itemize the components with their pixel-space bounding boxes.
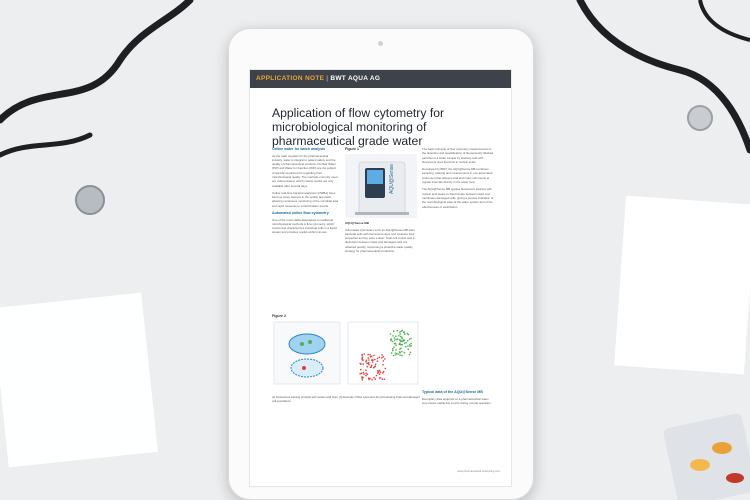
damaged-cell-point [363,373,365,375]
damaged-cell-point [372,361,374,363]
damaged-cell-point [361,355,363,357]
damaged-cell-point [373,355,375,357]
damaged-cell-point [373,367,375,369]
intact-cell-point [408,334,410,336]
damaged-cell-point [379,370,381,372]
intact-cell-point [407,349,409,351]
damaged-cell-point [360,369,362,371]
intact-cell-point [410,345,412,347]
column-1 [272,147,339,238]
figure-1-caption: AQU@Sense MB [345,220,369,225]
column-1-paragraph-2: Online real-time bacteria analyzers (OWBA) have become a key element in the quality approach, allowing continuous monitoring of the microbial load and rapid response to contamination events. [272,190,339,208]
damaged-cell-point [368,359,370,361]
figure-1-label: Figure 1 [345,147,359,151]
damaged-cell-point [369,354,371,356]
damaged-cell-point [384,378,386,380]
damaged-cell-point [365,372,367,374]
intact-cell-point [392,350,394,352]
intact-cell-point [399,339,401,341]
damaged-cell-point [365,375,367,377]
pill-blister-icon [663,413,750,500]
column-3-heading: Typical data of the AQU@Sense MB [422,390,483,394]
intact-cell-point [399,333,401,335]
damaged-cell-point [364,353,366,355]
intact-cell-point [401,355,403,357]
damaged-cell-point [367,354,369,356]
damaged-cell-point [368,362,370,364]
damaged-cell-point [380,372,382,374]
damaged-cell-point [371,359,373,361]
intact-cell-point [401,351,403,353]
intact-cell-point [390,333,392,335]
stethoscope-left-icon [0,0,190,120]
column-3-paragraph-3: The AQU@Sense MB applies fluorescent staining with nucleic acid stains to discriminate between intact and membrane-damaged cells, giving a precise indication of the microbiological state of the water system and of the effectiveness of sanitization. [422,187,494,209]
intact-cell-point [394,339,396,341]
camera-icon [378,41,383,46]
damaged-cell-point [363,372,365,374]
damaged-cell-point [368,379,370,381]
intact-cell-point [399,354,401,356]
tablet-screen [250,70,511,486]
intact-cell-point [395,338,397,340]
column-3-paragraph-4: Exemplary data acquired on a pharmaceutical water loop shows stable low counts during normal operation. [422,396,492,405]
instrument-photo [345,154,417,218]
damaged-cell-point [382,378,384,380]
damaged-cell-point [375,365,377,367]
intact-cell-point [404,333,406,335]
column-1-paragraph-3: One of the most viable alternatives to traditional microbiological methods is flow cytometry, which counts and characterizes individual cells in a liquid stream and provides results within minutes. [272,217,337,235]
intact-cell-point [400,348,402,350]
figure-2-graphic [272,320,422,386]
damaged-cell-point [366,360,368,362]
figure-2-label: Figure 2 [272,314,286,318]
damaged-cell-point [368,357,370,359]
intact-cell-point [410,338,412,340]
intact-cell-point [391,352,393,354]
header-separator: | [326,75,329,82]
intact-cell-point [399,331,401,333]
damaged-cell-point [382,372,384,374]
damaged-cell-point [379,377,381,379]
intact-cell-point [395,343,397,345]
intact-cell-point [410,343,412,345]
damaged-cell-point [383,356,385,358]
damaged-cell-point [361,373,363,375]
damaged-cell-point [362,357,364,359]
damaged-cell-point [359,373,361,375]
damaged-cell-point [379,374,381,376]
intact-cell-point [403,331,405,333]
column-3-paragraph-2: Developed by BWT, the AQU@Sense MB combines sampling, staining and measurement in one automated instrument that delivers total and intact cell counts at regular intervals directly in the water loop. [422,167,493,185]
column-2 [345,147,417,256]
damaged-cell-point [371,379,373,381]
figure-2-caption: (a) Fluorescent staining principle with nucleic acid dyes; (b) Example of flow cytometric dot plot showing intact and damaged cell populations. [272,396,420,403]
column-1-heading-2: Automated online flow cytometry [272,211,329,216]
intact-cell-point [392,348,394,350]
intact-cell-point [410,352,412,354]
damaged-cell-point [382,364,384,366]
intact-cell-point [395,344,397,346]
damaged-cell-point [379,357,381,359]
column-3-paragraph-1: The basic principle of flow cytometry measurements is the detection and quantification of fluorescently labelled particles in a water sample by staining cells with fluorescent dyes that bind to nucleic acids. [422,147,494,164]
intact-cell-point [398,335,400,337]
stethoscope-right-icon [580,0,750,150]
page-footer-url: www.pharmaceutical-networking.com [457,470,500,473]
intact-cell-point [393,337,395,339]
damaged-cell-point [366,363,368,365]
intact-cell-point [399,344,401,346]
intact-cell-point [405,342,407,344]
column-1-paragraph-1: As the main supplies for the pharmaceutical industry, water is integral to patient safety and the quality of pharmaceutical products. Purified Water (PW) and Water for Injection (WFI) are the subject of specific requirements regarding their microbiological quality. The methods currently used are culture-based, which means results are only available after several days. [272,153,338,188]
intact-cell-point [395,335,397,337]
article-header-bar [250,70,511,88]
column-3-lower [422,390,494,408]
intact-cell-point [404,342,406,344]
damaged-cell-point [381,357,383,359]
damaged-cell-point [377,361,379,363]
damaged-cell-point [371,355,373,357]
header-label [256,70,380,88]
intact-cell-point [392,341,394,343]
damaged-cell-point [373,377,375,379]
intact-cell-point [401,344,403,346]
intact-cell-point [409,338,411,340]
column-1-heading-1: Online water for batch analysis [272,147,326,151]
company-name: BWT AQUA AG [330,75,381,82]
intact-cell-point [409,354,411,356]
damaged-cell-point [360,363,362,365]
damaged-cell-point [374,359,376,361]
instrument-illustration [345,154,417,218]
intact-cell-point [405,346,407,348]
damaged-cell-point [361,359,363,361]
damaged-cell-point [384,358,386,360]
intact-cell-point [407,340,409,342]
damaged-cell-point [362,363,364,365]
intact-cell-point [393,330,395,332]
section-label: APPLICATION NOTE [256,75,325,82]
intact-cell-point [392,335,394,337]
damaged-cell-point [371,365,373,367]
damaged-cell-point [365,361,367,363]
intact-cell-point [390,338,392,340]
damaged-cell-point [378,371,380,373]
intact-cell-point [396,353,398,355]
column-3 [422,147,494,209]
intact-cell-point [397,330,399,332]
intact-cell-point [407,345,409,347]
intact-cell-point [393,355,395,357]
intact-cell-point [395,352,397,354]
damaged-cell-point [365,370,367,372]
intact-cell-point [403,339,405,341]
damaged-cell-point [362,379,364,381]
intact-cell-point [393,346,395,348]
damaged-cell-point [362,377,364,379]
figure-2 [272,314,494,384]
svg-text:AQU@Sense: AQU@Sense [389,163,395,194]
damaged-cell-point [381,354,383,356]
intact-cell-point [400,341,402,343]
damaged-cell-point [376,375,378,377]
intact-cell-point [401,337,403,339]
damaged-cell-point [375,364,377,366]
intact-cell-point [397,338,399,340]
damaged-cell-point [368,364,370,366]
damaged-cell-point [370,367,372,369]
intact-cell-point [395,349,397,351]
damaged-cell-point [367,366,369,368]
damaged-cell-point [383,360,385,362]
damaged-cell-point [375,378,377,380]
paper-sheet [0,293,158,468]
column-2-paragraph-1: Automated cytometers such as AQU@Sense MB stain bacterial cells with fluorescent dyes and measure their properties as they pass a laser. Total cell counts and a distinction between intact and damaged cells are obtained quickly, supporting a proactive water quality strategy for pharmaceutical production. [345,227,415,253]
damaged-cell-point [385,368,387,370]
intact-cell-point [404,352,406,354]
intact-cell-point [398,353,400,355]
damaged-cell-point [377,358,379,360]
intact-cell-point [399,352,401,354]
damaged-cell-point [367,374,369,376]
article-title: Application of flow cytometry for microbiological monitoring of pharmaceutical grade water [272,106,445,148]
